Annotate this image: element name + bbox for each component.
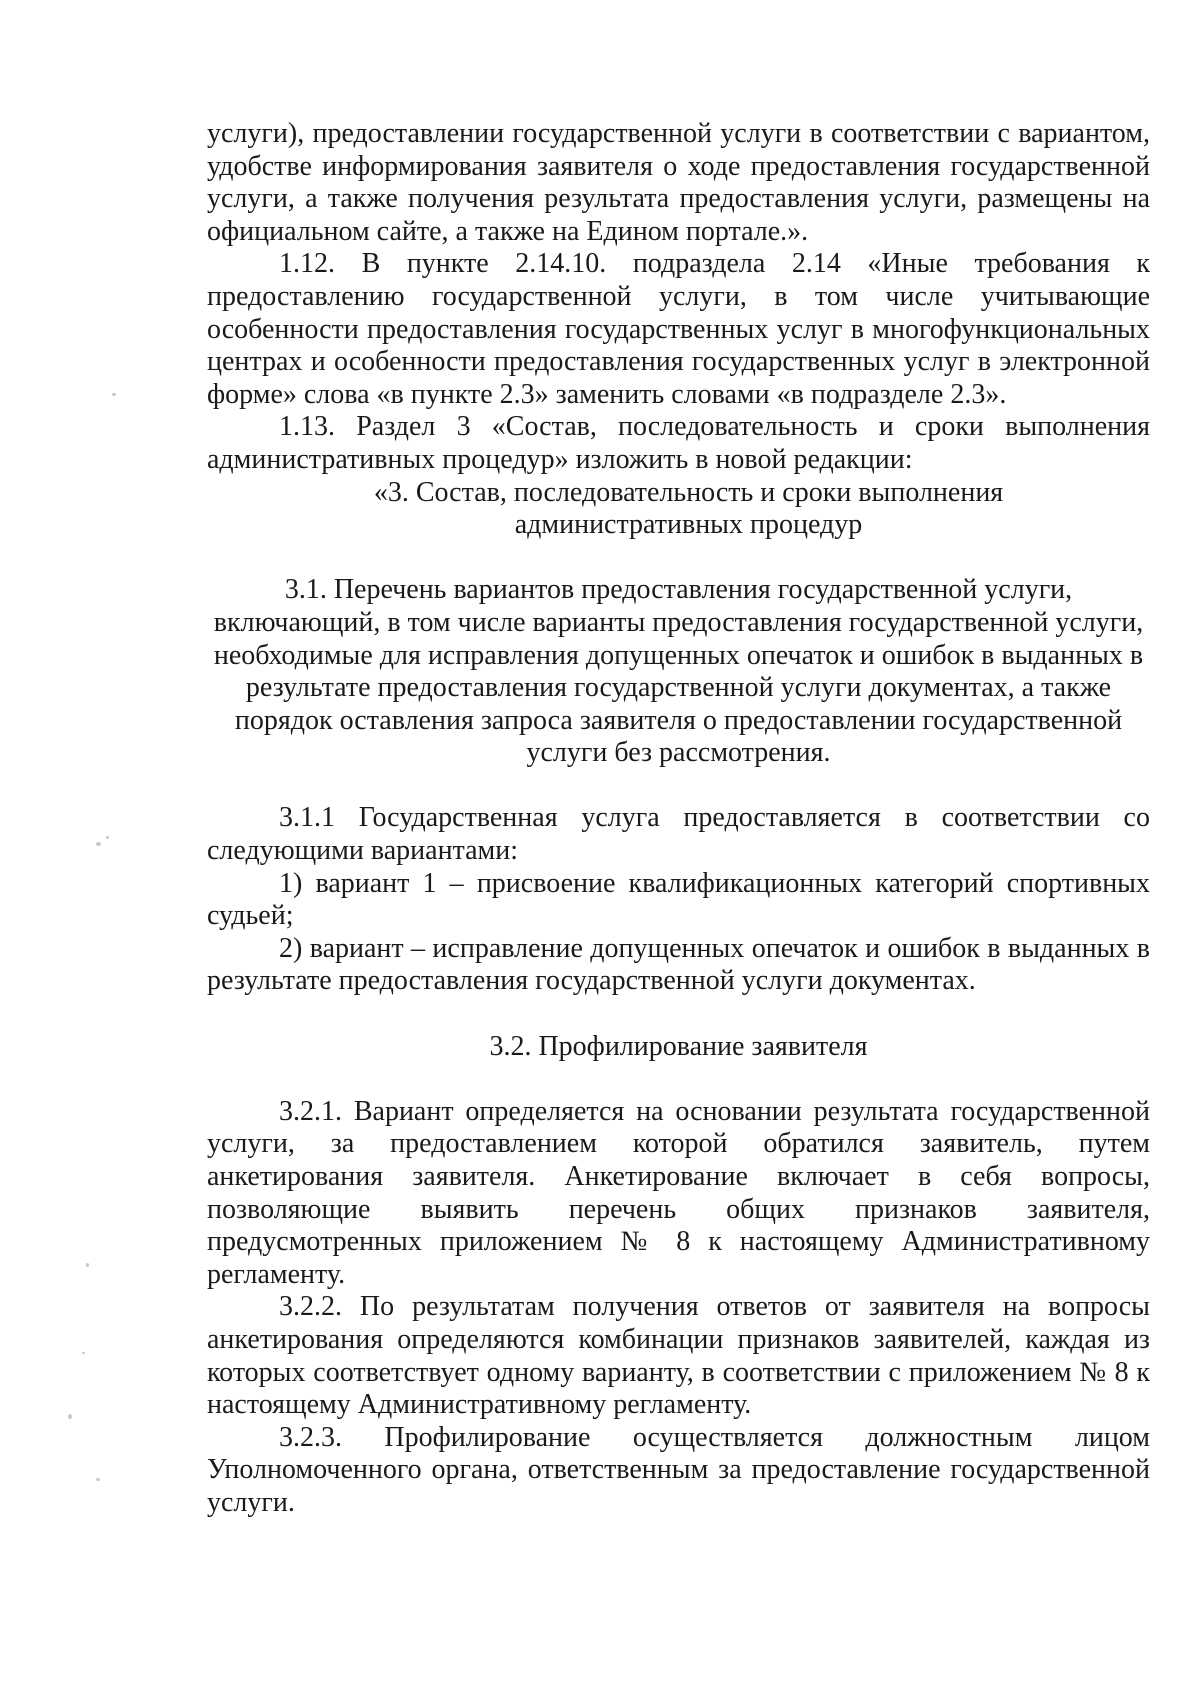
scan-speck <box>82 1352 85 1354</box>
spacer <box>207 1063 1150 1096</box>
scan-speck <box>86 1263 89 1267</box>
scan-speck <box>96 842 101 846</box>
paragraph-1-13: 1.13. Раздел 3 «Состав, последовательность и сроки выполнения административных процедур» изложить в новой редакции: <box>207 411 1150 475</box>
paragraph-3-2-3: 3.2.3. Профилирование осуществляется должностным лицом Уполномоченного органа, ответственным за предоставление государственной услуги. <box>207 1421 1150 1518</box>
scan-speck <box>96 1478 100 1481</box>
spacer <box>207 770 1150 803</box>
paragraph-3-2-1: 3.2.1. Вариант определяется на основании результата государственной услуги, за предоставлением которой обратился заявитель, путем анкетирования заявителя. Анкетирование включает в себя вопросы, позволяющие выявить перечень общих признаков заявителя, предусмотренных приложением № 8 к настоящему Административному регламенту. <box>207 1095 1150 1290</box>
section-3-title-line-2: административных процедур <box>514 509 863 541</box>
paragraph-1-11-continuation: услуги), предоставлении государственной услуги в соответствии с вариантом, удобстве информирования заявителя о ходе предоставления государственной услуги, а также получения результата предоставления услуги, размещены на официальном сайте, а также на Едином портале.». <box>207 118 1150 247</box>
section-3-title-line-1: «3. Состав, последовательность и сроки выполнения <box>373 476 1004 508</box>
paragraph-3-2-2: 3.2.2. По результатам получения ответов от заявителя на вопросы анкетирования определяются комбинации признаков заявителей, каждая из которых соответствует одному варианту, в соответствии с приложением № 8 к настоящему Административному регламенту. <box>207 1291 1150 1421</box>
spacer <box>207 998 1150 1031</box>
document-body <box>207 118 1150 1520</box>
paragraph-1-12: 1.12. В пункте 2.14.10. подраздела 2.14 «Иные требования к предоставлению государственной услуги, в том числе учитывающие особенности предоставления государственных услуг в многофункциональных центрах и особенности предоставления государственных услуг в электронной форме» слова «в пункте 2.3» заменить словами «в подразделе 2.3». <box>207 248 1150 410</box>
spacer <box>207 542 1150 575</box>
list-item-variant-1: 1) вариант 1 – присвоение квалификационных категорий спортивных судьей; <box>207 867 1150 932</box>
scan-speck <box>112 393 116 396</box>
list-item-variant-2: 2) вариант – исправление допущенных опечаток и ошибок в выданных в результате предоставления государственной услуги документах. <box>207 932 1150 997</box>
scan-speck <box>68 1414 72 1419</box>
subsection-3-1-title: 3.1. Перечень вариантов предоставления государственной услуги, включающий, в том числе варианты предоставления государственной услуги, необходимые для исправления допущенных опечаток и ошибок в выданных в результате предоставления государственной услуги документах, а также порядок оставления запроса заявителя о предоставлении государственной услуги без рассмотрения. <box>213 574 1144 769</box>
paragraph-3-1-1: 3.1.1 Государственная услуга предоставляется в соответствии со следующими вариантами: <box>207 802 1150 867</box>
subsection-3-2-title: 3.2. Профилирование заявителя <box>489 1030 868 1062</box>
scan-speck <box>106 836 109 839</box>
